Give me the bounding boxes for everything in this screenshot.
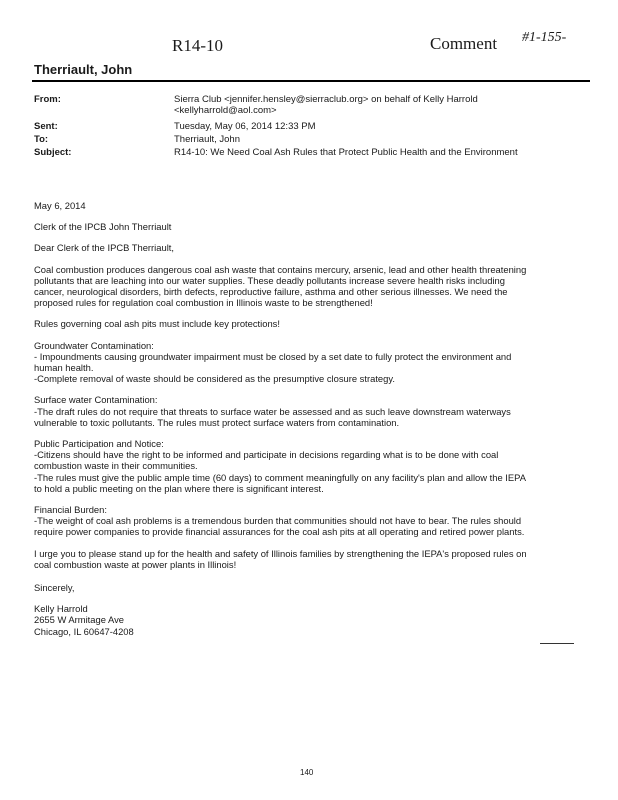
letter-salutation: Dear Clerk of the IPCB Therriault,	[34, 242, 174, 254]
section-heading: Surface water Contamination:	[34, 394, 158, 406]
signature-block	[34, 582, 574, 637]
section-heading: Public Participation and Notice:	[34, 438, 164, 450]
from-label: From:	[34, 94, 61, 105]
signer-name: Kelly Harrold	[34, 603, 88, 615]
closing-paragraph: I urge you to please stand up for the health and safety of Illinois families by strengthening the IEPA's proposed rules on coal combustion waste at power plants in Illinois!	[34, 547, 527, 570]
intro-paragraph: Coal combustion produces dangerous coal ash waste that contains mercury, arsenic, lead and other health threatening pollutants that are leaching into our water supplies. These deadly pollutants increase severe health risks including cancer, neurological disorders, birth defects, reproductive failure, asthma and other serious illnesses. We need the proposed rules for regulation coal combustion in Illinois waste to be strengthened!	[34, 263, 527, 309]
comment-number: #1-155-	[522, 30, 567, 45]
protections-statement: Rules governing coal ash pits must include key protections!	[34, 318, 280, 330]
subject-label: Subject:	[34, 147, 72, 158]
to-label: To:	[34, 134, 49, 145]
to-value: Therriault, John	[174, 134, 241, 145]
section-heading: Financial Burden:	[34, 504, 107, 516]
signer-address-city: Chicago, IL 60647-4208	[34, 625, 134, 637]
mailbox-owner-name: Therriault, John	[34, 62, 133, 77]
docket-code: R14-10	[172, 36, 223, 55]
page-number: 140	[300, 768, 314, 777]
comment-label: Comment	[430, 34, 498, 53]
section-groundwater: Groundwater Contamination: - Impoundments causing groundwater impairment must be closed by a set date to fully protect the environment and human health. -Complete removal of waste should be considered as the presumptive closure strategy.	[34, 340, 574, 385]
header-divider	[32, 80, 590, 82]
from-value: Sierra Club <jennifer.hensley@sierraclub.org> on behalf of Kelly Harrold <kellyharrold@aol.com>	[174, 94, 478, 116]
letter-date: May 6, 2014	[34, 200, 86, 211]
section-financial-burden: Financial Burden: -The weight of coal ash problems is a tremendous burden that communities should not have to bear. The rules should require power companies to provide financial assurances for the coal ash pits at all operating and retired power plants.	[34, 504, 574, 538]
letter-body	[34, 200, 574, 637]
handwritten-underline	[540, 643, 574, 644]
signer-address-street: 2655 W Armitage Ave	[34, 614, 124, 626]
section-surface-water: Surface water Contamination: -The draft rules do not require that threats to surface water be assessed and as such leave downstream waterways vulnerable to toxic pollutants. The rules must protect surface waters from contamination.	[34, 394, 574, 428]
subject-value: R14-10: We Need Coal Ash Rules that Protect Public Health and the Environment	[174, 147, 518, 158]
sent-value: Tuesday, May 06, 2014 12:33 PM	[174, 121, 316, 132]
signoff-text: Sincerely,	[34, 582, 75, 594]
section-public-participation: Public Participation and Notice: -Citizens should have the right to be informed and participate in decisions regarding what is to be done with coal combustion waste in their communities. -The rules must give the public ample time (60 days) to comment meaningfully on any facility's plan and allow the IEPA to hold a public meeting on the plan where there is significant interest.	[34, 438, 574, 494]
letter-recipient: Clerk of the IPCB John Therriault	[34, 221, 172, 233]
sent-label: Sent:	[34, 121, 58, 132]
section-heading: Groundwater Contamination:	[34, 339, 154, 351]
